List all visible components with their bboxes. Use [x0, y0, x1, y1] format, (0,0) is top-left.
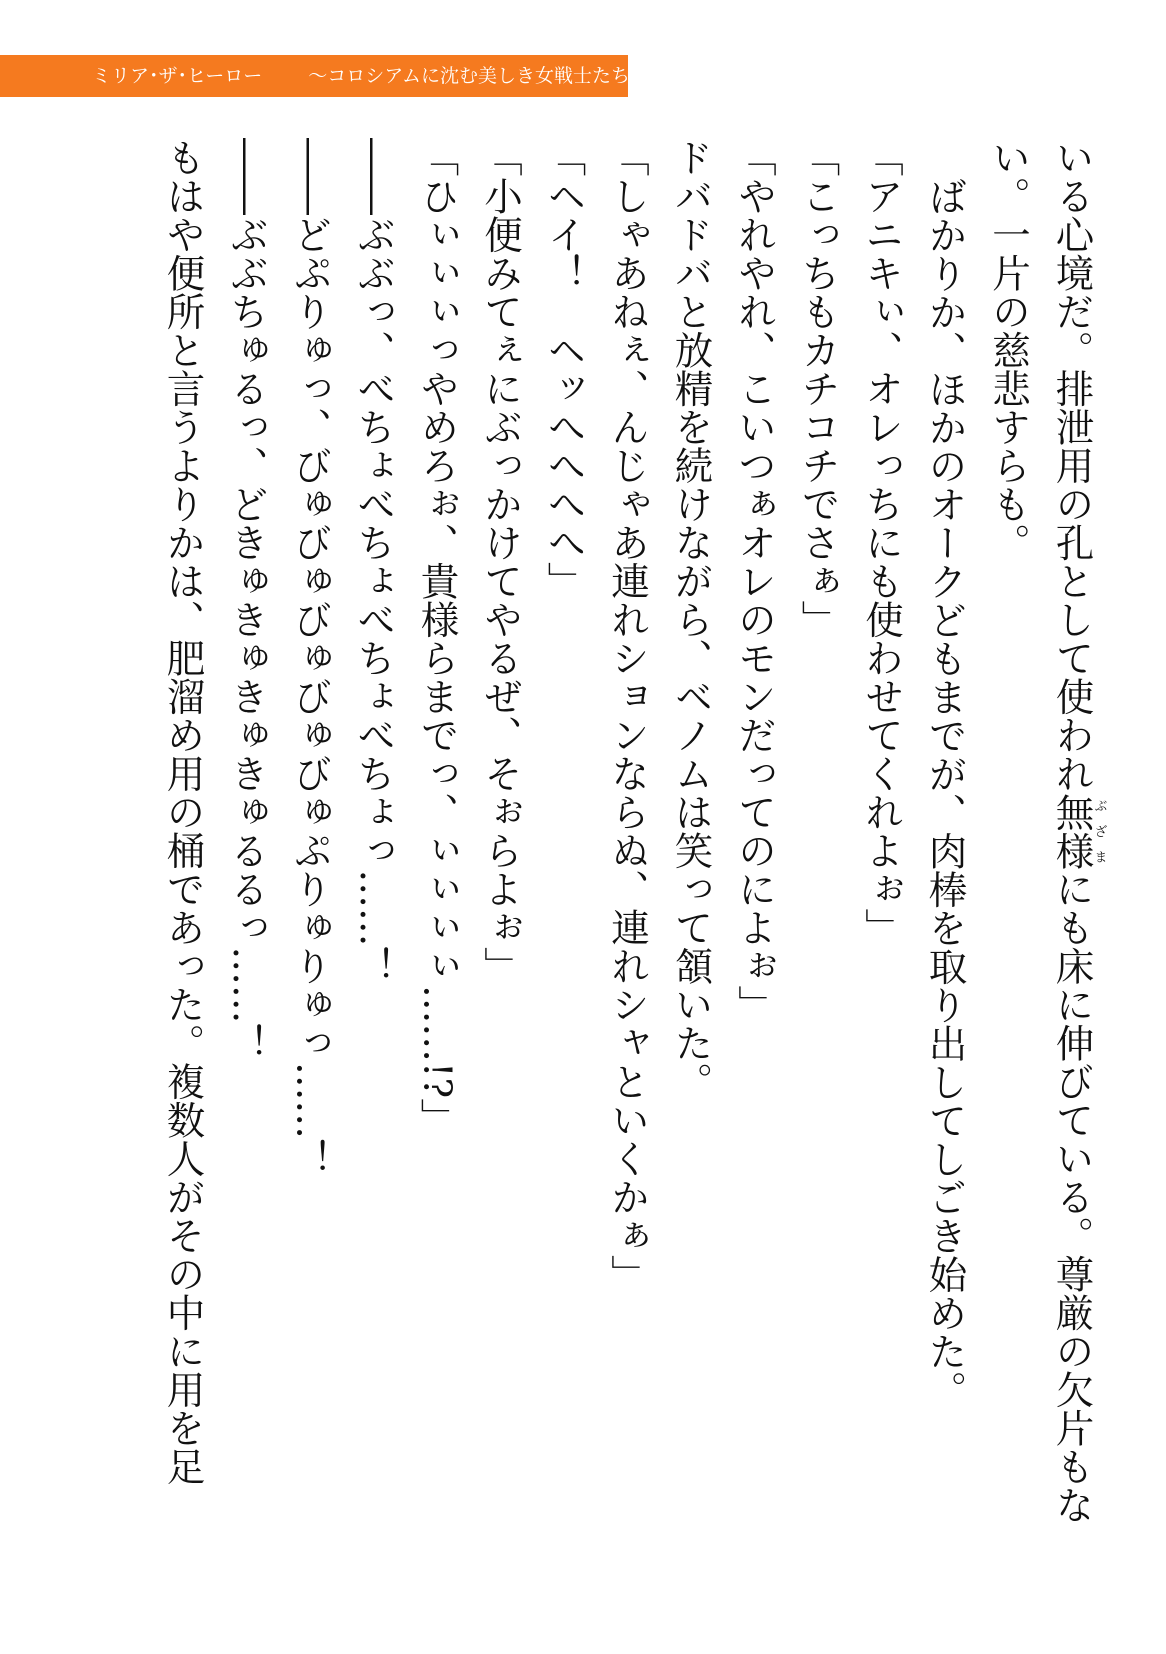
paragraph: ばかりか、ほかのオークどもまでが、肉棒を取り出してしごき始めた。: [922, 176, 968, 1409]
series-title: ミリア･ザ･ヒーロー: [92, 65, 263, 87]
sound-effect-line: ――ぶぶちゅるっ、どきゅきゅきゅきゅるるっ……！: [224, 138, 269, 1062]
dialogue-line: 「こっちもカチコチでさぁ」: [795, 138, 841, 639]
sound-effect-line: ――どぷりゅっ、びゅびゅびゅびゅびゅぷりゅりゅっ……！: [287, 138, 333, 1178]
running-header: [0, 55, 649, 97]
ruby-base: 無様: [1049, 792, 1095, 870]
sound-effect-line: ――ぶぶっ、べちょべちょべちょべちょっ……！: [351, 138, 396, 985]
ruby-word: [1049, 792, 1107, 870]
vertical-text-body: [76, 138, 1106, 1588]
narration-line: もはや便所と言うよりかは、肥溜め用の桶であった。複数人がその中に用を足: [160, 138, 206, 1486]
paragraph-text-part: いる心境だ。排泄用の孔として使われ: [1049, 138, 1095, 793]
dialogue-line: 「しゃあねぇ、んじゃあ連れションならぬ、連れシャといくかぁ」: [605, 138, 650, 1293]
dialogue-line: 「ひぃぃぃっやめろぉ、貴様らまでっ、ぃぃぃぃ……!?」: [414, 138, 460, 1137]
paragraph-text-part: にも床に伸びている。尊厳の欠片もない。一片の慈悲すらも。: [986, 138, 1095, 1524]
book-subtitle: ～コロシアムに沈む美しき女戦士たち～: [308, 65, 649, 87]
narration-line: ドバドバと放精を続けながら、ベノムは笑って頷いた。: [668, 138, 714, 1101]
dialogue-line: 「ヘイ！ ヘッへへへへ」: [541, 138, 587, 600]
dialogue-line: 「アニキぃ、オレっちにも使わせてくれよぉ」: [859, 138, 904, 947]
paragraph: [977, 138, 1107, 1588]
dialogue-line: 「やれやれ、こいつぁオレのモンだってのによぉ」: [732, 138, 777, 1024]
dialogue-line: 「小便みてぇにぶっかけてやるぜ、そぉらよぉ」: [478, 138, 523, 985]
ruby-reading: ぶざま: [1091, 792, 1107, 870]
